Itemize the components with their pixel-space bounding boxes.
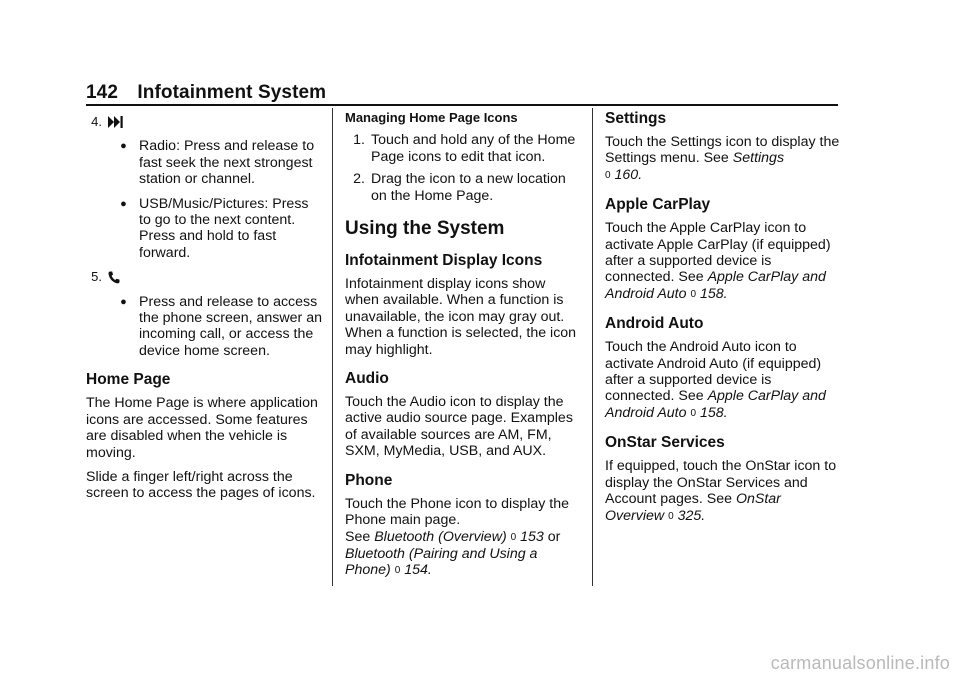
onstar-overview-link[interactable]: OnStar Overview: [605, 491, 781, 524]
carplay-android-link[interactable]: Apple CarPlay and Android Auto: [605, 388, 826, 421]
page-arrow-icon: 0: [605, 169, 611, 181]
managing-icons-heading: Managing Home Page Icons: [345, 110, 518, 125]
list-item: 2. Drag the icon to a new location on the Home Page.: [353, 171, 566, 204]
column-1: [86, 110, 322, 510]
page-header: [86, 82, 326, 104]
audio-heading: Audio: [345, 370, 389, 388]
apple-carplay-text: Touch the Apple CarPlay icon to activate Apple CarPlay (if equipped) after a supported device is connected. See Apple CarPlay and Android Auto 0 158.: [605, 220, 831, 302]
onstar-services-heading: OnStar Services: [605, 434, 725, 452]
using-the-system-heading: Using the System: [345, 218, 505, 240]
list-item: 1. Touch and hold any of the Home Page icons to edit that icon.: [353, 132, 576, 165]
list-item: ● Radio: Press and release to fast seek the next strongest station or channel.: [108, 138, 322, 187]
seek-forward-icon: [108, 116, 124, 128]
column-2: [345, 110, 580, 588]
page-arrow-icon: 0: [690, 288, 697, 300]
bluetooth-overview-link[interactable]: Bluetooth (Overview): [374, 528, 507, 545]
page-arrow-icon: 0: [690, 407, 697, 419]
page-ref[interactable]: 158: [699, 404, 724, 421]
page-arrow-icon: 0: [394, 565, 401, 577]
page-ref[interactable]: 154: [404, 562, 428, 579]
phone-text: Touch the Phone icon to display the Phone main page. See Bluetooth (Overview) 0 153 or Bluetooth (Pairing and Using a Phone) 0 154.: [345, 495, 569, 579]
phone-heading: Phone: [345, 471, 393, 489]
home-page-paragraph: Slide a finger left/right across the screen to access the pages of icons.: [86, 468, 316, 502]
item-4: [86, 114, 322, 130]
android-auto-text: Touch the Android Auto icon to activate Android Auto (if equipped) after a supported device is connected. See Apple CarPlay and Android Auto 0 158.: [605, 339, 826, 421]
display-icons-heading: Infotainment Display Icons: [345, 252, 543, 270]
page-number: 142: [86, 82, 119, 103]
page-ref[interactable]: 158: [699, 285, 724, 302]
watermark: carmanualsonline.info: [770, 653, 950, 673]
bullet-icon: ●: [120, 295, 127, 308]
audio-text: Touch the Audio icon to display the active audio source page. Examples of available sources are AM, FM, SXM, MyMedia, USB, and AUX.: [345, 394, 573, 460]
page-ref[interactable]: 153: [520, 528, 544, 545]
display-icons-text: Infotainment display icons show when available. When a function is unavailable, the icon may gray out. When a function is selected, the icon may highlight.: [345, 276, 577, 358]
item-5-number: 5.: [91, 269, 102, 285]
page-arrow-icon: 0: [668, 510, 674, 522]
settings-text: Touch the Settings icon to display the Settings menu. See Settings 0 160.: [605, 134, 840, 183]
apple-carplay-heading: Apple CarPlay: [605, 196, 711, 214]
home-page-heading: Home Page: [86, 371, 171, 389]
item-4-number: 4.: [91, 114, 102, 129]
phone-icon: [108, 271, 120, 284]
android-auto-heading: Android Auto: [605, 315, 704, 333]
carplay-android-link[interactable]: Apple CarPlay and Android Auto: [605, 269, 826, 302]
settings-heading: Settings: [605, 110, 667, 127]
bullet-icon: ●: [120, 140, 127, 153]
section-title: Infotainment System: [137, 82, 327, 103]
onstar-services-text: If equipped, touch the OnStar icon to display the OnStar Services and Account pages. See OnStar Overview 0 325.: [605, 458, 837, 524]
list-item: ● Press and release to access the phone screen, answer an incoming call, or access the device home screen.: [108, 294, 322, 360]
column-3: [605, 110, 841, 533]
settings-link[interactable]: Settings: [732, 150, 785, 167]
column-divider-1: [332, 108, 333, 586]
header-rule: [86, 104, 838, 106]
home-page-paragraph: The Home Page is where application icons are accessed. Some features are disabled when the vehicle is moving.: [86, 395, 318, 461]
page-arrow-icon: 0: [510, 531, 517, 543]
column-divider-2: [592, 108, 593, 586]
list-item: ● USB/Music/Pictures: Press to go to the next content. Press and hold to fast forward.: [108, 196, 322, 262]
bullet-icon: ●: [120, 197, 127, 210]
bluetooth-pairing-link[interactable]: Bluetooth (Pairing and Using a Phone): [345, 545, 538, 579]
page-ref[interactable]: 325: [677, 507, 702, 524]
page-ref[interactable]: 160: [614, 166, 639, 183]
item-5: [86, 269, 322, 285]
